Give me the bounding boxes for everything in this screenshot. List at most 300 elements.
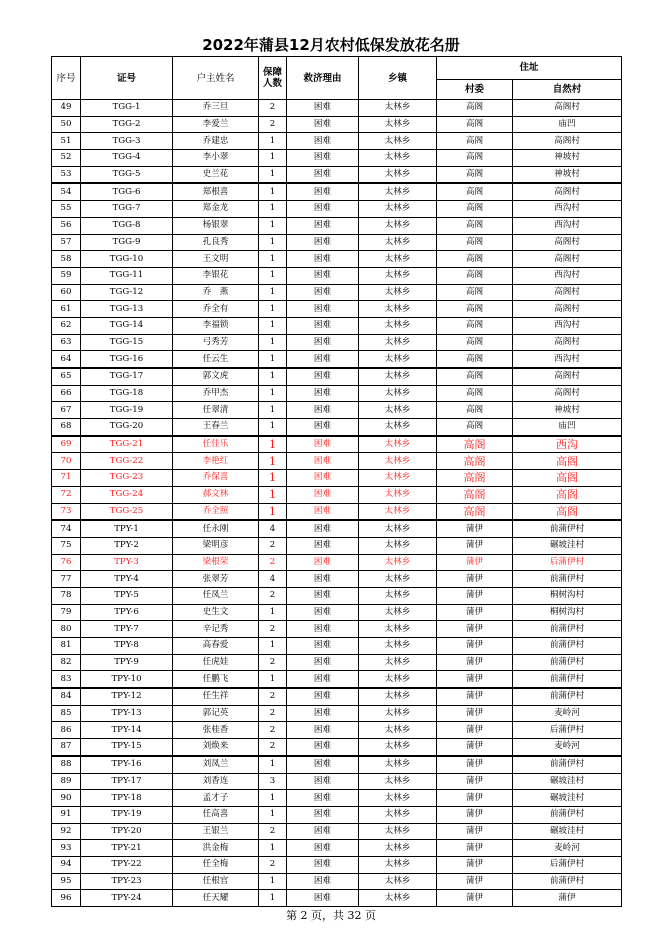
cell-town: 太林乡 xyxy=(359,638,437,655)
cell-people: 1 xyxy=(259,301,287,318)
cell-people: 1 xyxy=(259,217,287,234)
cell-reason: 困难 xyxy=(287,705,359,722)
cell-natural: 高阁村 xyxy=(513,385,622,402)
header-village: 村委 xyxy=(437,79,513,99)
cell-natural: 神坡村 xyxy=(513,166,622,183)
cell-town: 太林乡 xyxy=(359,890,437,907)
cell-seq: 66 xyxy=(52,385,81,402)
cell-cert: TPY-3 xyxy=(81,554,173,571)
cell-town: 太林乡 xyxy=(359,773,437,790)
cell-town: 太林乡 xyxy=(359,251,437,268)
table-row xyxy=(52,116,622,133)
cell-reason: 困难 xyxy=(287,621,359,638)
cell-village: 蒲伊 xyxy=(437,621,513,638)
cell-seq: 96 xyxy=(52,890,81,907)
cell-seq: 78 xyxy=(52,587,81,604)
cell-people: 1 xyxy=(259,604,287,621)
cell-people: 4 xyxy=(259,571,287,588)
cell-name: 王银兰 xyxy=(173,823,259,840)
cell-town: 太林乡 xyxy=(359,234,437,251)
cell-natural: 麦岭河 xyxy=(513,840,622,857)
cell-town: 太林乡 xyxy=(359,840,437,857)
cell-people: 2 xyxy=(259,621,287,638)
header-seq: 序号 xyxy=(52,57,81,100)
table-row xyxy=(52,317,622,334)
cell-cert: TPY-17 xyxy=(81,773,173,790)
cell-town: 太林乡 xyxy=(359,368,437,385)
page-title: 2022年蒲县12月农村低保发放花名册 xyxy=(202,36,460,54)
page-footer: 第 2 页，共 32 页 xyxy=(286,909,376,922)
table-row xyxy=(52,823,622,840)
cell-natural: 碾坡洼村 xyxy=(513,773,622,790)
cell-reason: 困难 xyxy=(287,486,359,503)
cell-name: 郑金龙 xyxy=(173,201,259,218)
table-row xyxy=(52,166,622,183)
table-row xyxy=(52,840,622,857)
cell-town: 太林乡 xyxy=(359,520,437,537)
cell-reason: 困难 xyxy=(287,419,359,436)
cell-name: 李爱兰 xyxy=(173,116,259,133)
cell-people: 2 xyxy=(259,688,287,705)
cell-reason: 困难 xyxy=(287,671,359,688)
cell-cert: TPY-12 xyxy=(81,688,173,705)
cell-seq: 89 xyxy=(52,773,81,790)
cell-people: 1 xyxy=(259,806,287,823)
cell-natural: 西沟 xyxy=(513,436,622,453)
cell-cert: TGG-1 xyxy=(81,100,173,117)
cell-people: 1 xyxy=(259,201,287,218)
cell-village: 蒲伊 xyxy=(437,571,513,588)
table-row xyxy=(52,267,622,284)
cell-cert: TPY-6 xyxy=(81,604,173,621)
cell-name: 刘香连 xyxy=(173,773,259,790)
header-town: 乡镇 xyxy=(359,57,437,100)
cell-cert: TPY-16 xyxy=(81,756,173,773)
cell-name: 乔全有 xyxy=(173,301,259,318)
cell-reason: 困难 xyxy=(287,317,359,334)
table-row xyxy=(52,251,622,268)
cell-reason: 困难 xyxy=(287,654,359,671)
header-name: 户主姓名 xyxy=(173,57,259,100)
cell-seq: 85 xyxy=(52,705,81,722)
cell-village: 高阁 xyxy=(437,217,513,234)
cell-reason: 困难 xyxy=(287,739,359,756)
table-row xyxy=(52,402,622,419)
cell-natural: 后蒲伊村 xyxy=(513,856,622,873)
cell-people: 1 xyxy=(259,503,287,520)
cell-cert: TPY-10 xyxy=(81,671,173,688)
cell-cert: TGG-18 xyxy=(81,385,173,402)
cell-seq: 61 xyxy=(52,301,81,318)
cell-reason: 困难 xyxy=(287,201,359,218)
cell-cert: TPY-15 xyxy=(81,739,173,756)
cell-name: 任翠清 xyxy=(173,402,259,419)
cell-seq: 69 xyxy=(52,436,81,453)
cell-village: 蒲伊 xyxy=(437,873,513,890)
cell-cert: TGG-11 xyxy=(81,267,173,284)
cell-town: 太林乡 xyxy=(359,823,437,840)
table-row xyxy=(52,503,622,520)
table-row xyxy=(52,133,622,150)
cell-natural: 前蒲伊村 xyxy=(513,688,622,705)
cell-village: 蒲伊 xyxy=(437,840,513,857)
cell-cert: TGG-9 xyxy=(81,234,173,251)
cell-people: 1 xyxy=(259,790,287,807)
table-row xyxy=(52,654,622,671)
cell-seq: 90 xyxy=(52,790,81,807)
cell-village: 高阁 xyxy=(437,301,513,318)
cell-cert: TPY-7 xyxy=(81,621,173,638)
cell-cert: TPY-2 xyxy=(81,537,173,554)
cell-name: 梁根荣 xyxy=(173,554,259,571)
cell-name: 任生祥 xyxy=(173,688,259,705)
cell-name: 乔建忠 xyxy=(173,133,259,150)
cell-natural: 西沟村 xyxy=(513,317,622,334)
cell-village: 蒲伊 xyxy=(437,756,513,773)
cell-village: 蒲伊 xyxy=(437,823,513,840)
cell-people: 1 xyxy=(259,638,287,655)
cell-town: 太林乡 xyxy=(359,301,437,318)
table-row xyxy=(52,806,622,823)
cell-seq: 52 xyxy=(52,150,81,167)
cell-name: 任鹏飞 xyxy=(173,671,259,688)
cell-village: 高阁 xyxy=(437,183,513,200)
cell-town: 太林乡 xyxy=(359,284,437,301)
cell-people: 1 xyxy=(259,150,287,167)
cell-town: 太林乡 xyxy=(359,470,437,487)
cell-cert: TGG-6 xyxy=(81,183,173,200)
cell-people: 2 xyxy=(259,856,287,873)
cell-town: 太林乡 xyxy=(359,554,437,571)
table-row xyxy=(52,873,622,890)
table-row xyxy=(52,756,622,773)
cell-town: 太林乡 xyxy=(359,334,437,351)
cell-reason: 困难 xyxy=(287,251,359,268)
cell-village: 高阁 xyxy=(437,150,513,167)
table-row xyxy=(52,301,622,318)
cell-natural: 后蒲伊村 xyxy=(513,722,622,739)
cell-natural: 庙凹 xyxy=(513,116,622,133)
cell-reason: 困难 xyxy=(287,722,359,739)
cell-natural: 麦岭河 xyxy=(513,705,622,722)
table-row xyxy=(52,334,622,351)
cell-reason: 困难 xyxy=(287,790,359,807)
cell-village: 高阁 xyxy=(437,436,513,453)
cell-town: 太林乡 xyxy=(359,453,437,470)
cell-name: 史兰花 xyxy=(173,166,259,183)
cell-people: 1 xyxy=(259,317,287,334)
cell-town: 太林乡 xyxy=(359,150,437,167)
cell-people: 1 xyxy=(259,166,287,183)
cell-natural: 前蒲伊村 xyxy=(513,671,622,688)
cell-name: 李银花 xyxy=(173,267,259,284)
cell-town: 太林乡 xyxy=(359,688,437,705)
table-body xyxy=(52,100,622,907)
cell-seq: 74 xyxy=(52,520,81,537)
cell-reason: 困难 xyxy=(287,840,359,857)
cell-town: 太林乡 xyxy=(359,351,437,368)
cell-reason: 困难 xyxy=(287,571,359,588)
cell-town: 太林乡 xyxy=(359,705,437,722)
cell-name: 辛记秀 xyxy=(173,621,259,638)
cell-village: 高阁 xyxy=(437,385,513,402)
cell-reason: 困难 xyxy=(287,100,359,117)
cell-village: 蒲伊 xyxy=(437,705,513,722)
cell-natural: 前蒲伊村 xyxy=(513,638,622,655)
table-row xyxy=(52,201,622,218)
table-row xyxy=(52,621,622,638)
cell-people: 1 xyxy=(259,671,287,688)
cell-people: 1 xyxy=(259,402,287,419)
cell-town: 太林乡 xyxy=(359,671,437,688)
cell-town: 太林乡 xyxy=(359,100,437,117)
cell-reason: 困难 xyxy=(287,638,359,655)
cell-village: 高阁 xyxy=(437,334,513,351)
header-people: 保障人数 xyxy=(259,57,287,100)
cell-name: 王文明 xyxy=(173,251,259,268)
cell-town: 太林乡 xyxy=(359,722,437,739)
cell-people: 3 xyxy=(259,773,287,790)
cell-natural: 前蒲伊村 xyxy=(513,806,622,823)
cell-town: 太林乡 xyxy=(359,267,437,284)
cell-seq: 58 xyxy=(52,251,81,268)
cell-seq: 67 xyxy=(52,402,81,419)
cell-reason: 困难 xyxy=(287,402,359,419)
cell-village: 蒲伊 xyxy=(437,604,513,621)
cell-seq: 93 xyxy=(52,840,81,857)
cell-seq: 60 xyxy=(52,284,81,301)
cell-people: 2 xyxy=(259,739,287,756)
table-row xyxy=(52,571,622,588)
cell-people: 1 xyxy=(259,267,287,284)
table-row xyxy=(52,436,622,453)
cell-reason: 困难 xyxy=(287,756,359,773)
cell-town: 太林乡 xyxy=(359,201,437,218)
cell-name: 孔良秀 xyxy=(173,234,259,251)
cell-town: 太林乡 xyxy=(359,873,437,890)
cell-village: 高阁 xyxy=(437,166,513,183)
cell-natural: 高阁村 xyxy=(513,133,622,150)
cell-cert: TPY-22 xyxy=(81,856,173,873)
cell-name: 张翠芳 xyxy=(173,571,259,588)
cell-name: 史生文 xyxy=(173,604,259,621)
cell-reason: 困难 xyxy=(287,217,359,234)
cell-cert: TPY-18 xyxy=(81,790,173,807)
cell-cert: TGG-2 xyxy=(81,116,173,133)
cell-cert: TPY-4 xyxy=(81,571,173,588)
cell-seq: 63 xyxy=(52,334,81,351)
cell-seq: 77 xyxy=(52,571,81,588)
cell-name: 杨银翠 xyxy=(173,217,259,234)
cell-cert: TPY-20 xyxy=(81,823,173,840)
cell-town: 太林乡 xyxy=(359,116,437,133)
cell-village: 高阁 xyxy=(437,503,513,520)
table-row xyxy=(52,790,622,807)
cell-reason: 困难 xyxy=(287,351,359,368)
cell-seq: 50 xyxy=(52,116,81,133)
cell-reason: 困难 xyxy=(287,773,359,790)
cell-cert: TGG-21 xyxy=(81,436,173,453)
cell-natural: 高阁村 xyxy=(513,301,622,318)
cell-village: 蒲伊 xyxy=(437,688,513,705)
cell-village: 蒲伊 xyxy=(437,671,513,688)
cell-name: 任佳乐 xyxy=(173,436,259,453)
cell-reason: 困难 xyxy=(287,150,359,167)
cell-natural: 高阁村 xyxy=(513,100,622,117)
cell-natural: 神坡村 xyxy=(513,402,622,419)
cell-seq: 92 xyxy=(52,823,81,840)
cell-natural: 高阁 xyxy=(513,453,622,470)
cell-people: 2 xyxy=(259,654,287,671)
cell-people: 1 xyxy=(259,436,287,453)
table-row xyxy=(52,773,622,790)
cell-natural: 高阁村 xyxy=(513,234,622,251)
cell-name: 弓秀芳 xyxy=(173,334,259,351)
cell-village: 蒲伊 xyxy=(437,654,513,671)
cell-reason: 困难 xyxy=(287,537,359,554)
cell-village: 蒲伊 xyxy=(437,739,513,756)
cell-seq: 65 xyxy=(52,368,81,385)
cell-town: 太林乡 xyxy=(359,537,437,554)
cell-people: 1 xyxy=(259,840,287,857)
cell-town: 太林乡 xyxy=(359,654,437,671)
cell-name: 孟才子 xyxy=(173,790,259,807)
cell-reason: 困难 xyxy=(287,587,359,604)
cell-reason: 困难 xyxy=(287,234,359,251)
header-address: 住址 xyxy=(437,57,622,80)
table-row xyxy=(52,638,622,655)
cell-reason: 困难 xyxy=(287,604,359,621)
cell-cert: TPY-14 xyxy=(81,722,173,739)
cell-natural: 后蒲伊村 xyxy=(513,554,622,571)
cell-village: 高阁 xyxy=(437,470,513,487)
cell-natural: 前蒲伊村 xyxy=(513,654,622,671)
cell-natural: 前蒲伊村 xyxy=(513,873,622,890)
cell-village: 高阁 xyxy=(437,116,513,133)
cell-name: 任永刚 xyxy=(173,520,259,537)
cell-cert: TGG-22 xyxy=(81,453,173,470)
cell-town: 太林乡 xyxy=(359,790,437,807)
table-row xyxy=(52,368,622,385)
cell-seq: 51 xyxy=(52,133,81,150)
cell-cert: TGG-7 xyxy=(81,201,173,218)
roster-table xyxy=(51,56,622,907)
cell-name: 刘焕来 xyxy=(173,739,259,756)
cell-cert: TPY-23 xyxy=(81,873,173,890)
cell-reason: 困难 xyxy=(287,503,359,520)
cell-village: 蒲伊 xyxy=(437,856,513,873)
cell-seq: 88 xyxy=(52,756,81,773)
cell-seq: 56 xyxy=(52,217,81,234)
cell-cert: TGG-5 xyxy=(81,166,173,183)
header-reason: 救济理由 xyxy=(287,57,359,100)
cell-town: 太林乡 xyxy=(359,436,437,453)
cell-name: 任凤兰 xyxy=(173,587,259,604)
cell-cert: TGG-10 xyxy=(81,251,173,268)
cell-village: 高阁 xyxy=(437,351,513,368)
cell-natural: 高阁 xyxy=(513,503,622,520)
table-row xyxy=(52,100,622,117)
cell-town: 太林乡 xyxy=(359,756,437,773)
cell-reason: 困难 xyxy=(287,806,359,823)
cell-seq: 81 xyxy=(52,638,81,655)
cell-natural: 西沟村 xyxy=(513,351,622,368)
cell-reason: 困难 xyxy=(287,284,359,301)
cell-name: 乔全照 xyxy=(173,503,259,520)
table-row xyxy=(52,856,622,873)
cell-town: 太林乡 xyxy=(359,856,437,873)
table-row xyxy=(52,183,622,200)
cell-cert: TGG-19 xyxy=(81,402,173,419)
cell-seq: 71 xyxy=(52,470,81,487)
table-row xyxy=(52,419,622,436)
cell-people: 1 xyxy=(259,183,287,200)
cell-natural: 高阁村 xyxy=(513,284,622,301)
cell-village: 蒲伊 xyxy=(437,790,513,807)
cell-town: 太林乡 xyxy=(359,419,437,436)
table-row xyxy=(52,688,622,705)
cell-people: 2 xyxy=(259,705,287,722)
cell-town: 太林乡 xyxy=(359,402,437,419)
cell-natural: 麦岭河 xyxy=(513,739,622,756)
cell-people: 1 xyxy=(259,334,287,351)
cell-name: 任根官 xyxy=(173,873,259,890)
cell-people: 1 xyxy=(259,284,287,301)
cell-name: 郝文林 xyxy=(173,486,259,503)
cell-village: 蒲伊 xyxy=(437,520,513,537)
cell-natural: 神坡村 xyxy=(513,150,622,167)
cell-seq: 80 xyxy=(52,621,81,638)
cell-reason: 困难 xyxy=(287,823,359,840)
cell-town: 太林乡 xyxy=(359,317,437,334)
cell-name: 任虎娃 xyxy=(173,654,259,671)
cell-cert: TGG-3 xyxy=(81,133,173,150)
header-natural-village: 自然村 xyxy=(513,79,622,99)
cell-village: 蒲伊 xyxy=(437,722,513,739)
cell-people: 1 xyxy=(259,890,287,907)
cell-town: 太林乡 xyxy=(359,486,437,503)
cell-village: 高阁 xyxy=(437,251,513,268)
cell-people: 1 xyxy=(259,133,287,150)
cell-name: 任天耀 xyxy=(173,890,259,907)
cell-town: 太林乡 xyxy=(359,739,437,756)
table-row xyxy=(52,385,622,402)
cell-town: 太林乡 xyxy=(359,166,437,183)
cell-people: 2 xyxy=(259,823,287,840)
cell-cert: TGG-4 xyxy=(81,150,173,167)
cell-seq: 87 xyxy=(52,739,81,756)
cell-seq: 75 xyxy=(52,537,81,554)
cell-seq: 82 xyxy=(52,654,81,671)
cell-people: 2 xyxy=(259,537,287,554)
cell-name: 郭记英 xyxy=(173,705,259,722)
cell-town: 太林乡 xyxy=(359,806,437,823)
cell-cert: TGG-14 xyxy=(81,317,173,334)
cell-name: 张桂香 xyxy=(173,722,259,739)
cell-people: 2 xyxy=(259,554,287,571)
cell-cert: TPY-13 xyxy=(81,705,173,722)
table-row xyxy=(52,234,622,251)
cell-natural: 前蒲伊村 xyxy=(513,756,622,773)
cell-name: 乔保喜 xyxy=(173,470,259,487)
cell-cert: TPY-19 xyxy=(81,806,173,823)
cell-town: 太林乡 xyxy=(359,503,437,520)
cell-natural: 碾坡洼村 xyxy=(513,790,622,807)
cell-natural: 庙凹 xyxy=(513,419,622,436)
cell-reason: 困难 xyxy=(287,436,359,453)
table-row xyxy=(52,470,622,487)
cell-cert: TGG-13 xyxy=(81,301,173,318)
